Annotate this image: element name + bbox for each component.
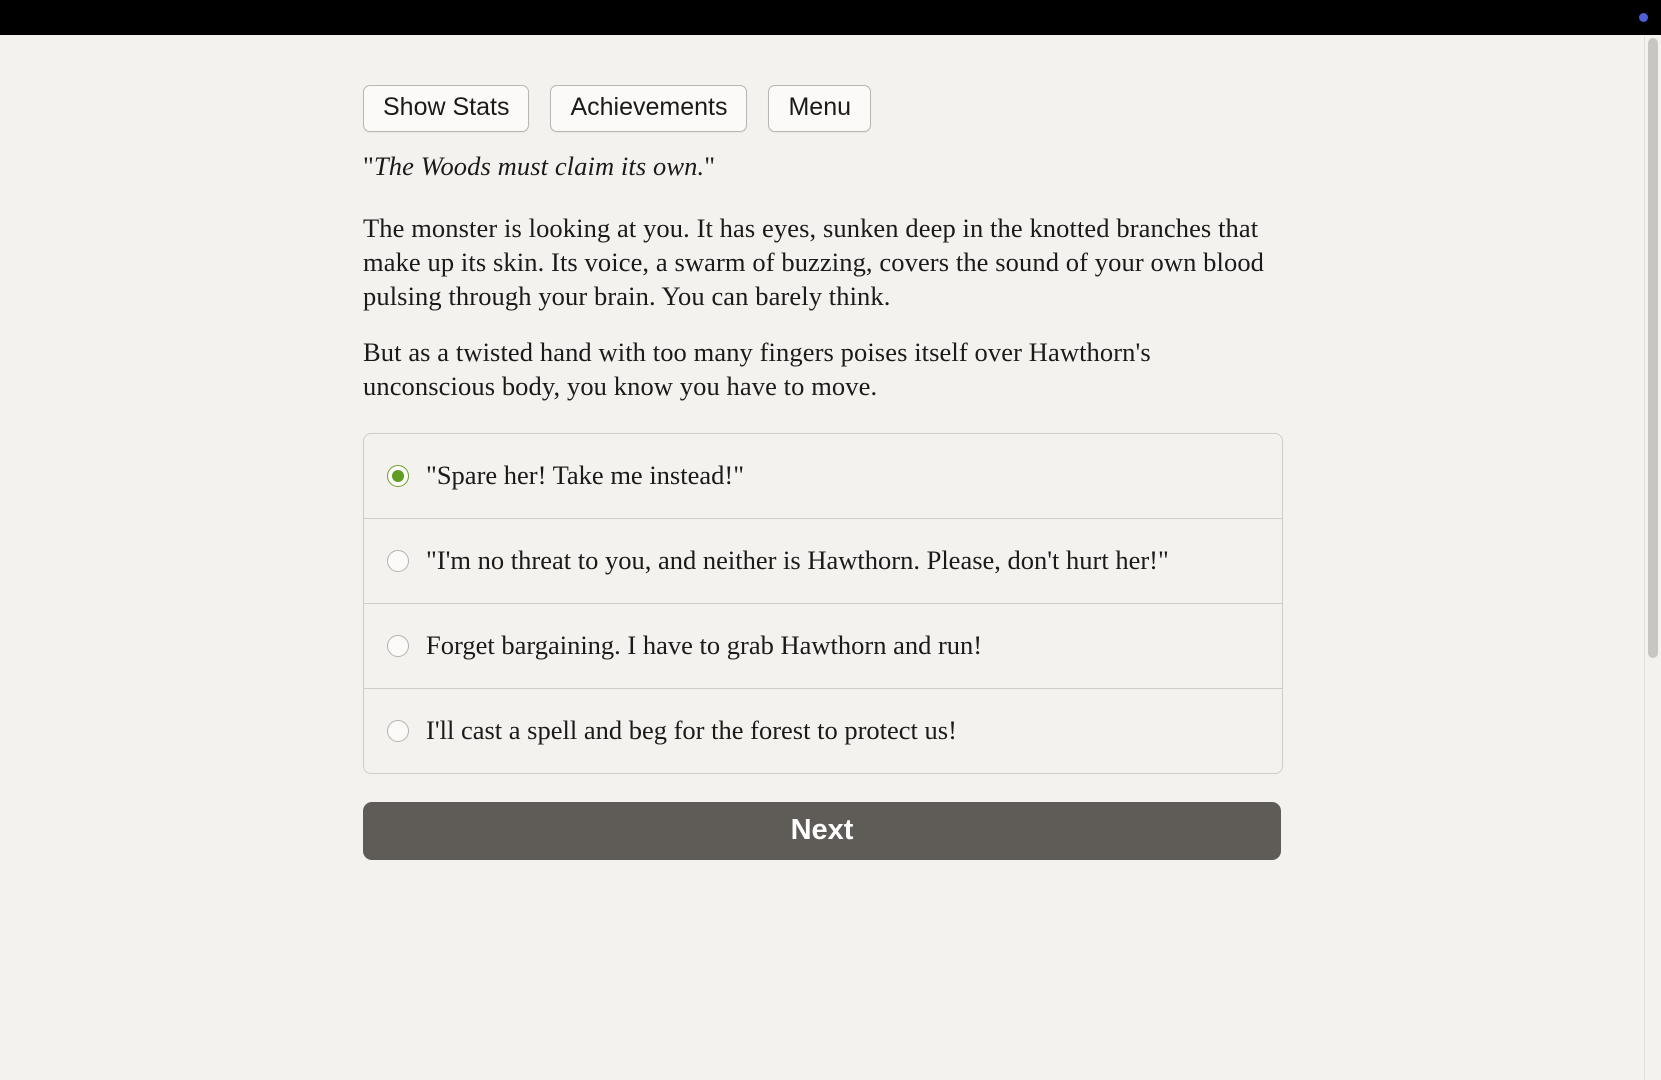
game-page <box>0 35 1645 1080</box>
choice-list <box>363 433 1283 773</box>
game-content <box>363 85 1283 860</box>
page-scrollbar[interactable] <box>1644 35 1661 1080</box>
choice-label: Forget bargaining. I have to grab Hawthorn and run! <box>426 630 983 661</box>
choice-option[interactable] <box>364 689 1282 773</box>
status-dot-icon <box>1639 13 1648 22</box>
quote-open: " <box>363 151 374 181</box>
game-toolbar <box>363 85 1283 132</box>
show-stats-button[interactable]: Show Stats <box>363 85 529 132</box>
choice-label: "Spare her! Take me instead!" <box>426 460 745 491</box>
story-paragraph: But as a twisted hand with too many fingers poises itself over Hawthorn's unconscious body, you know you have to move. <box>363 336 1151 401</box>
radio-icon[interactable] <box>387 720 409 742</box>
choice-option[interactable] <box>364 434 1282 519</box>
next-button[interactable]: Next <box>363 802 1281 860</box>
choice-option[interactable] <box>364 519 1282 604</box>
choice-label: I'll cast a spell and beg for the forest to protect us! <box>426 714 957 745</box>
story-quote <box>363 150 1283 184</box>
achievements-button[interactable]: Achievements <box>550 85 747 132</box>
radio-icon[interactable] <box>387 465 409 487</box>
quote-text: The Woods must claim its own. <box>373 151 705 181</box>
choice-label: "I'm no threat to you, and neither is Hawthorn. Please, don't hurt her!" <box>426 545 1169 576</box>
quote-close: " <box>704 151 716 181</box>
radio-icon[interactable] <box>387 550 409 572</box>
choice-option[interactable] <box>364 604 1282 689</box>
browser-top-bar <box>0 0 1661 35</box>
radio-icon[interactable] <box>387 635 409 657</box>
scrollbar-thumb[interactable] <box>1648 38 1658 658</box>
story-paragraph: The monster is looking at you. It has eyes, sunken deep in the knotted branches that make up its skin. Its voice, a swarm of buzzing, covers the sound of your own blood pulsing through your brain. You can barely think. <box>363 212 1265 311</box>
menu-button[interactable]: Menu <box>768 85 871 132</box>
